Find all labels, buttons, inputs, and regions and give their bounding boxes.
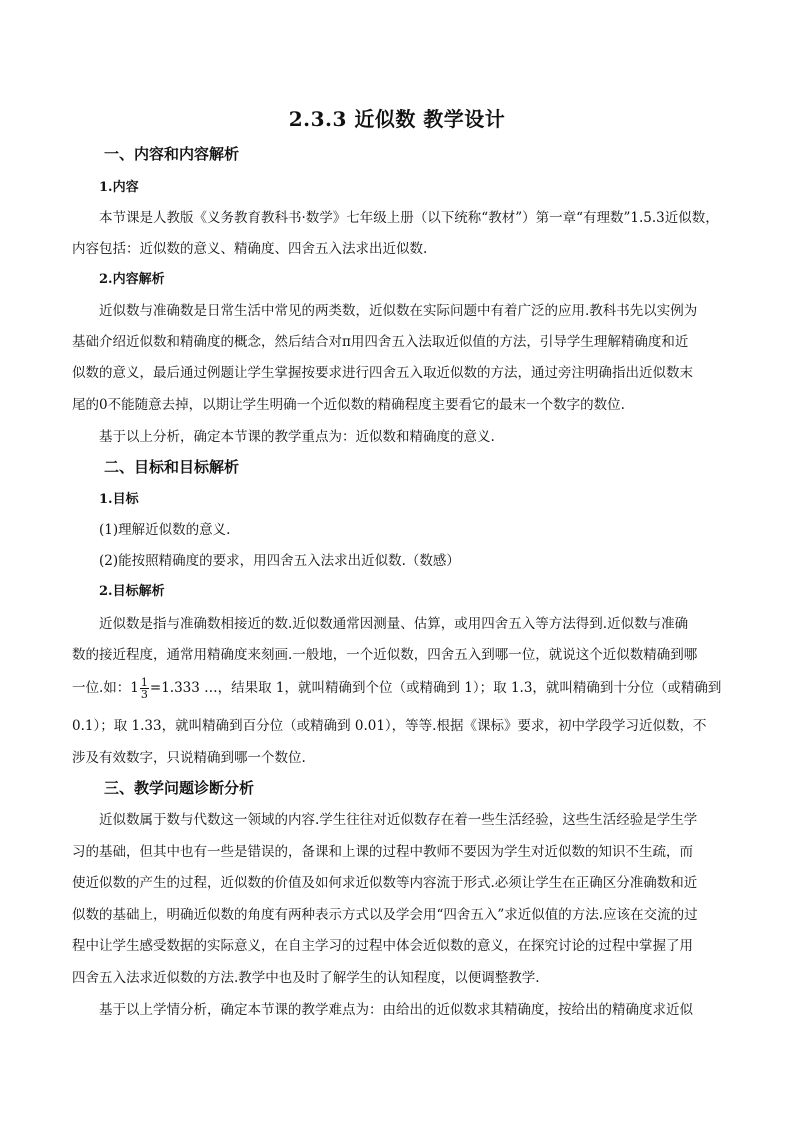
subheading-goal: 1.目标 [99, 492, 139, 507]
paragraph-line: 似数的意义，最后通过例题让学生掌握按要求进行四舍五入取近似数的方法，通过旁注明确指出近似数末 [72, 365, 693, 381]
fraction-line [72, 676, 721, 700]
goal-item: (1)理解近似数的意义. [99, 522, 231, 538]
section-heading-1: 一、内容和内容解析 [104, 145, 240, 163]
paragraph-line: 基于以上分析，确定本节课的教学重点为：近似数和精确度的意义. [99, 429, 495, 445]
paragraph-line: 近似数是指与准确数相接近的数.近似数通常因测量、估算，或用四舍五入等方法得到.近似数与准确 [99, 616, 689, 632]
fraction [140, 677, 149, 700]
paragraph-line: 基础介绍近似数和精确度的概念，然后结合对π用四舍五入法取近似值的方法，引导学生理解精确度和近 [72, 334, 689, 350]
paragraph-line: 习的基础，但其中也有一些是错误的，备课和上课的过程中教师不要因为学生对近似数的知识不生疏，而 [72, 844, 693, 860]
paragraph-line: 程中让学生感受数据的实际意义，在自主学习的过程中体会近似数的意义，在探究讨论的过程中掌握了用 [72, 938, 693, 954]
section-heading-2: 二、目标和目标解析 [104, 458, 240, 476]
paragraph-line: 0.1）；取 1.33，就叫精确到百分位（或精确到 0.01），等等.根据《课标》要求，初中学段学习近似数，不 [72, 718, 707, 734]
subheading-content: 1.内容 [99, 180, 139, 195]
document-title: 2.3.3 近似数 教学设计 [288, 107, 506, 131]
fraction-denominator: 3 [140, 688, 148, 701]
paragraph-line: 本节课是人教版《义务教育教科书·数学》七年级上册（以下统称“教材”）第一章“有理数”1.5.3近似数， [99, 210, 719, 226]
subheading-goal-analysis: 2.目标解析 [99, 584, 165, 599]
fraction-suffix: =1.333 …，结果取 1，就叫精确到个位（或精确到 1）；取 1.3，就叫精确到十分位（或精确到 [149, 680, 722, 696]
section-heading-3: 三、教学问题诊断分析 [104, 779, 255, 797]
paragraph-line: 涉及有效数字，只说精确到哪一个数位. [72, 750, 306, 766]
goal-item: (2)能按照精确度的要求，用四舍五入法求出近似数.（数感） [99, 553, 460, 569]
paragraph-line: 似数的基础上，明确近似数的角度有两种表示方式以及学会用“四舍五入”求近似值的方法.应该在交流的过 [72, 907, 698, 923]
fraction-numerator: 1 [140, 676, 148, 689]
paragraph-line: 基于以上学情分析，确定本节课的教学难点为：由给出的近似数求其精确度，按给出的精确度求近似 [99, 1002, 693, 1018]
paragraph-line: 四舍五入法求近似数的方法.教学中也及时了解学生的认知程度，以便调整教学. [72, 970, 540, 986]
paragraph-line: 数的接近程度，通常用精确度来刻画.一般地，一个近似数，四舍五入到哪一位，就说这个近似数精确到哪 [72, 647, 698, 663]
paragraph-line: 使近似数的产生的过程，近似数的价值及如何求近似数等内容流于形式.必须让学生在正确区分准确数和近 [72, 875, 698, 891]
subheading-analysis: 2.内容解析 [99, 272, 165, 287]
paragraph-line: 近似数属于数与代数这一领域的内容.学生往往对近似数存在着一些生活经验，这些生活经验是学生学 [99, 812, 698, 828]
paragraph-line: 内容包括：近似数的意义、精确度、四舍五入法求出近似数. [72, 241, 428, 257]
paragraph-line: 尾的0不能随意去掉，以期让学生明确一个近似数的精确程度主要看它的最末一个数字的数位. [72, 397, 625, 413]
fraction-prefix: 一位.如：1 [72, 680, 139, 696]
paragraph-line: 近似数与准确数是日常生活中常见的两类数，近似数在实际问题中有着广泛的应用.教科书先以实例为 [99, 303, 698, 319]
